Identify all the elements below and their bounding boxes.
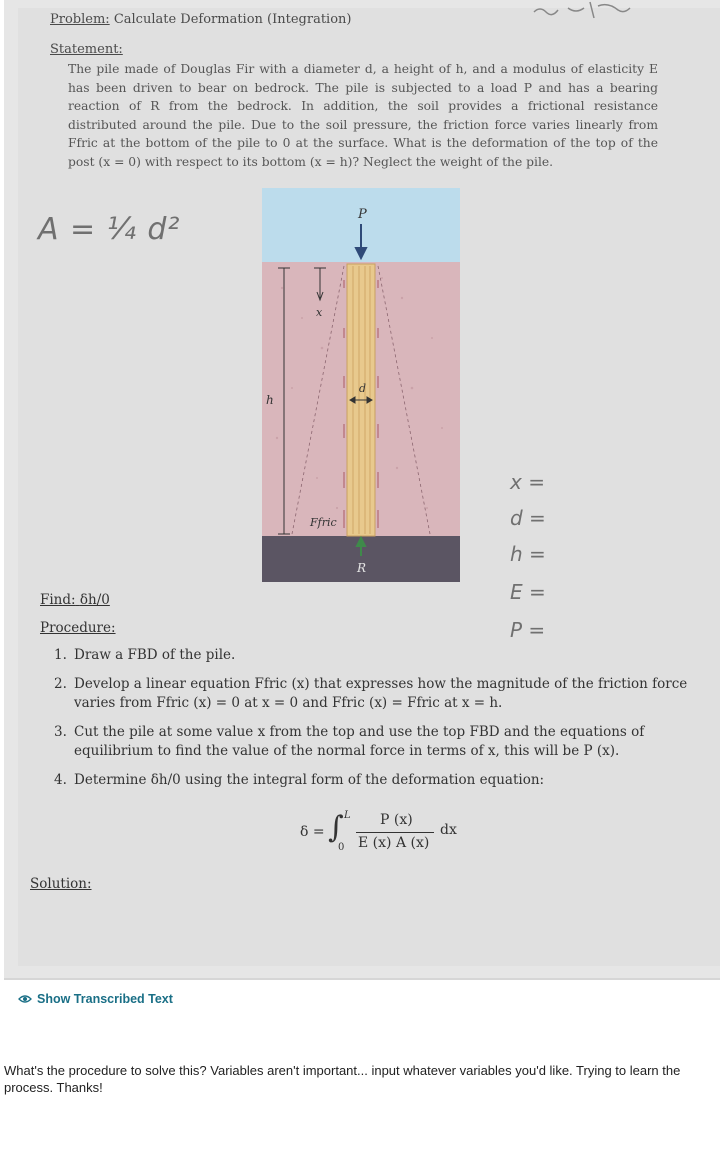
step-number: 1. <box>54 647 67 663</box>
eye-icon <box>18 994 32 1004</box>
var-e: E = <box>510 580 546 604</box>
procedure-step <box>54 723 690 761</box>
procedure-step <box>54 675 690 713</box>
formula-dx: dx <box>440 822 457 838</box>
x-label: x <box>316 306 323 319</box>
friction-label: Ffric <box>310 516 337 529</box>
var-d: d = <box>510 506 546 530</box>
step-text: Draw a FBD of the pile. <box>74 647 236 663</box>
step-number: 3. <box>54 724 67 740</box>
formula-denominator: E (x) A (x) <box>358 835 430 851</box>
integral-lower-limit: 0 <box>338 842 345 853</box>
solution-label: Solution: <box>30 876 92 892</box>
question-text: What's the procedure to solve this? Variables aren't important... input whatever variables you'd like. Trying to learn the process. Thanks! <box>4 1063 681 1095</box>
problem-heading <box>50 12 351 27</box>
procedure-steps <box>54 646 690 800</box>
step-number: 4. <box>54 772 67 788</box>
integral-sign: ∫ <box>328 810 344 845</box>
formula-numerator: P (x) <box>380 812 413 828</box>
procedure-step <box>54 771 690 790</box>
d-label: d <box>359 382 367 395</box>
problem-title: Calculate Deformation (Integration) <box>113 12 352 27</box>
procedure-label: Procedure: <box>40 620 116 636</box>
show-transcribed-text-link[interactable] <box>18 992 173 1006</box>
show-transcribed-text-label: Show Transcribed Text <box>37 992 173 1006</box>
pile-diagram <box>262 188 460 582</box>
integral-upper-limit: L <box>344 810 351 821</box>
var-x: x = <box>510 470 545 494</box>
handwritten-area-formula: A = ¼ d² <box>38 212 181 247</box>
load-label: P <box>358 207 367 222</box>
step-number: 2. <box>54 676 67 692</box>
step-text: Develop a linear equation Ffric (x) that expresses how the magnitude of the friction force varies from Ffric (x) = 0 at x = 0 and Ffric (x) = Ffric at x = h. <box>74 676 688 711</box>
h-label: h <box>266 393 274 407</box>
procedure-step <box>54 646 690 665</box>
step-text: Cut the pile at some value x from the top and use the top FBD and the equations of equilibrium to find the value of the normal force in terms of x, this will be P (x). <box>74 724 645 759</box>
problem-label: Problem: <box>50 12 110 27</box>
statement-label: Statement: <box>50 42 123 57</box>
reaction-label: R <box>357 561 367 575</box>
var-p: P = <box>510 618 546 642</box>
find-label: Find: <box>40 592 76 608</box>
handwritten-scribble <box>528 0 640 20</box>
fraction-bar <box>356 832 434 833</box>
formula-lhs: δ = <box>300 824 325 840</box>
statement-text: The pile made of Douglas Fir with a diameter d, a height of h, and a modulus of elasticity E has been driven to bear on bedrock. The pile is subjected to a load P and has a bearing reaction of R from the bedrock. In addition, the soil provides a frictional resistance distributed around the pile. Due to the soil pressure, the friction force varies linearly from Ffric at the bottom of the pile to 0 at the surface. What is the deformation of the top of the post (x = 0) with respect to its bottom (x = h)? Neglect the weight of the pile. <box>68 62 658 169</box>
step-text: Determine δh/0 using the integral form of the deformation equation: <box>74 772 545 788</box>
find-value: δh/0 <box>79 592 110 608</box>
var-h: h = <box>510 542 546 566</box>
find-line <box>40 592 110 608</box>
